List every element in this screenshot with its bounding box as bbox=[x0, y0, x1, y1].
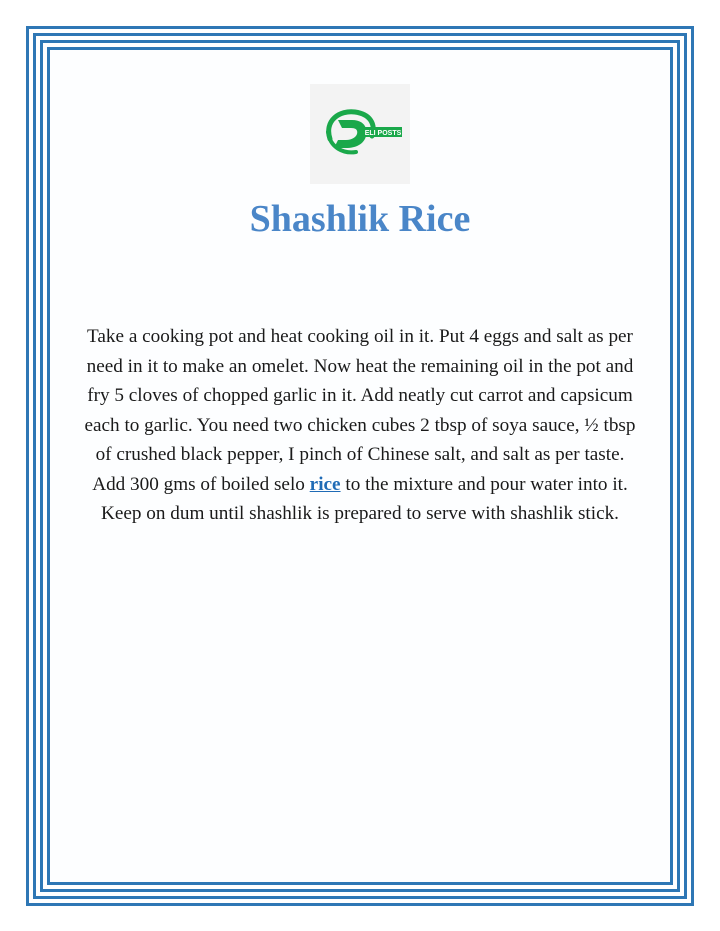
deli-posts-logo-icon bbox=[310, 84, 410, 184]
paragraph-text-start: Take a cooking pot and heat cooking oil in it. Put 4 eggs and salt as per need in it to make an omelet. Now heat the remaining oil in the pot and fry 5 cloves of chopped garlic in it. Add neatly cut carrot and capsicum each to garlic. You need two chicken cubes 2 tbsp of soya sauce, ½ tbsp of crushed black pepper, I pinch of Chinese salt, and salt as per taste. Add 300 gms of boiled selo bbox=[84, 326, 636, 495]
recipe-paragraph bbox=[80, 322, 640, 529]
paragraph-text-end: to the mixture and pour water into it. Keep on dum until shashlik is prepared to serve with shashlik stick. bbox=[101, 473, 628, 524]
rice-link[interactable]: rice bbox=[309, 473, 341, 495]
brand-logo bbox=[310, 84, 410, 184]
logo-badge-text: ELI POSTS bbox=[364, 130, 402, 137]
page-title: Shashlik Rice bbox=[249, 198, 471, 240]
